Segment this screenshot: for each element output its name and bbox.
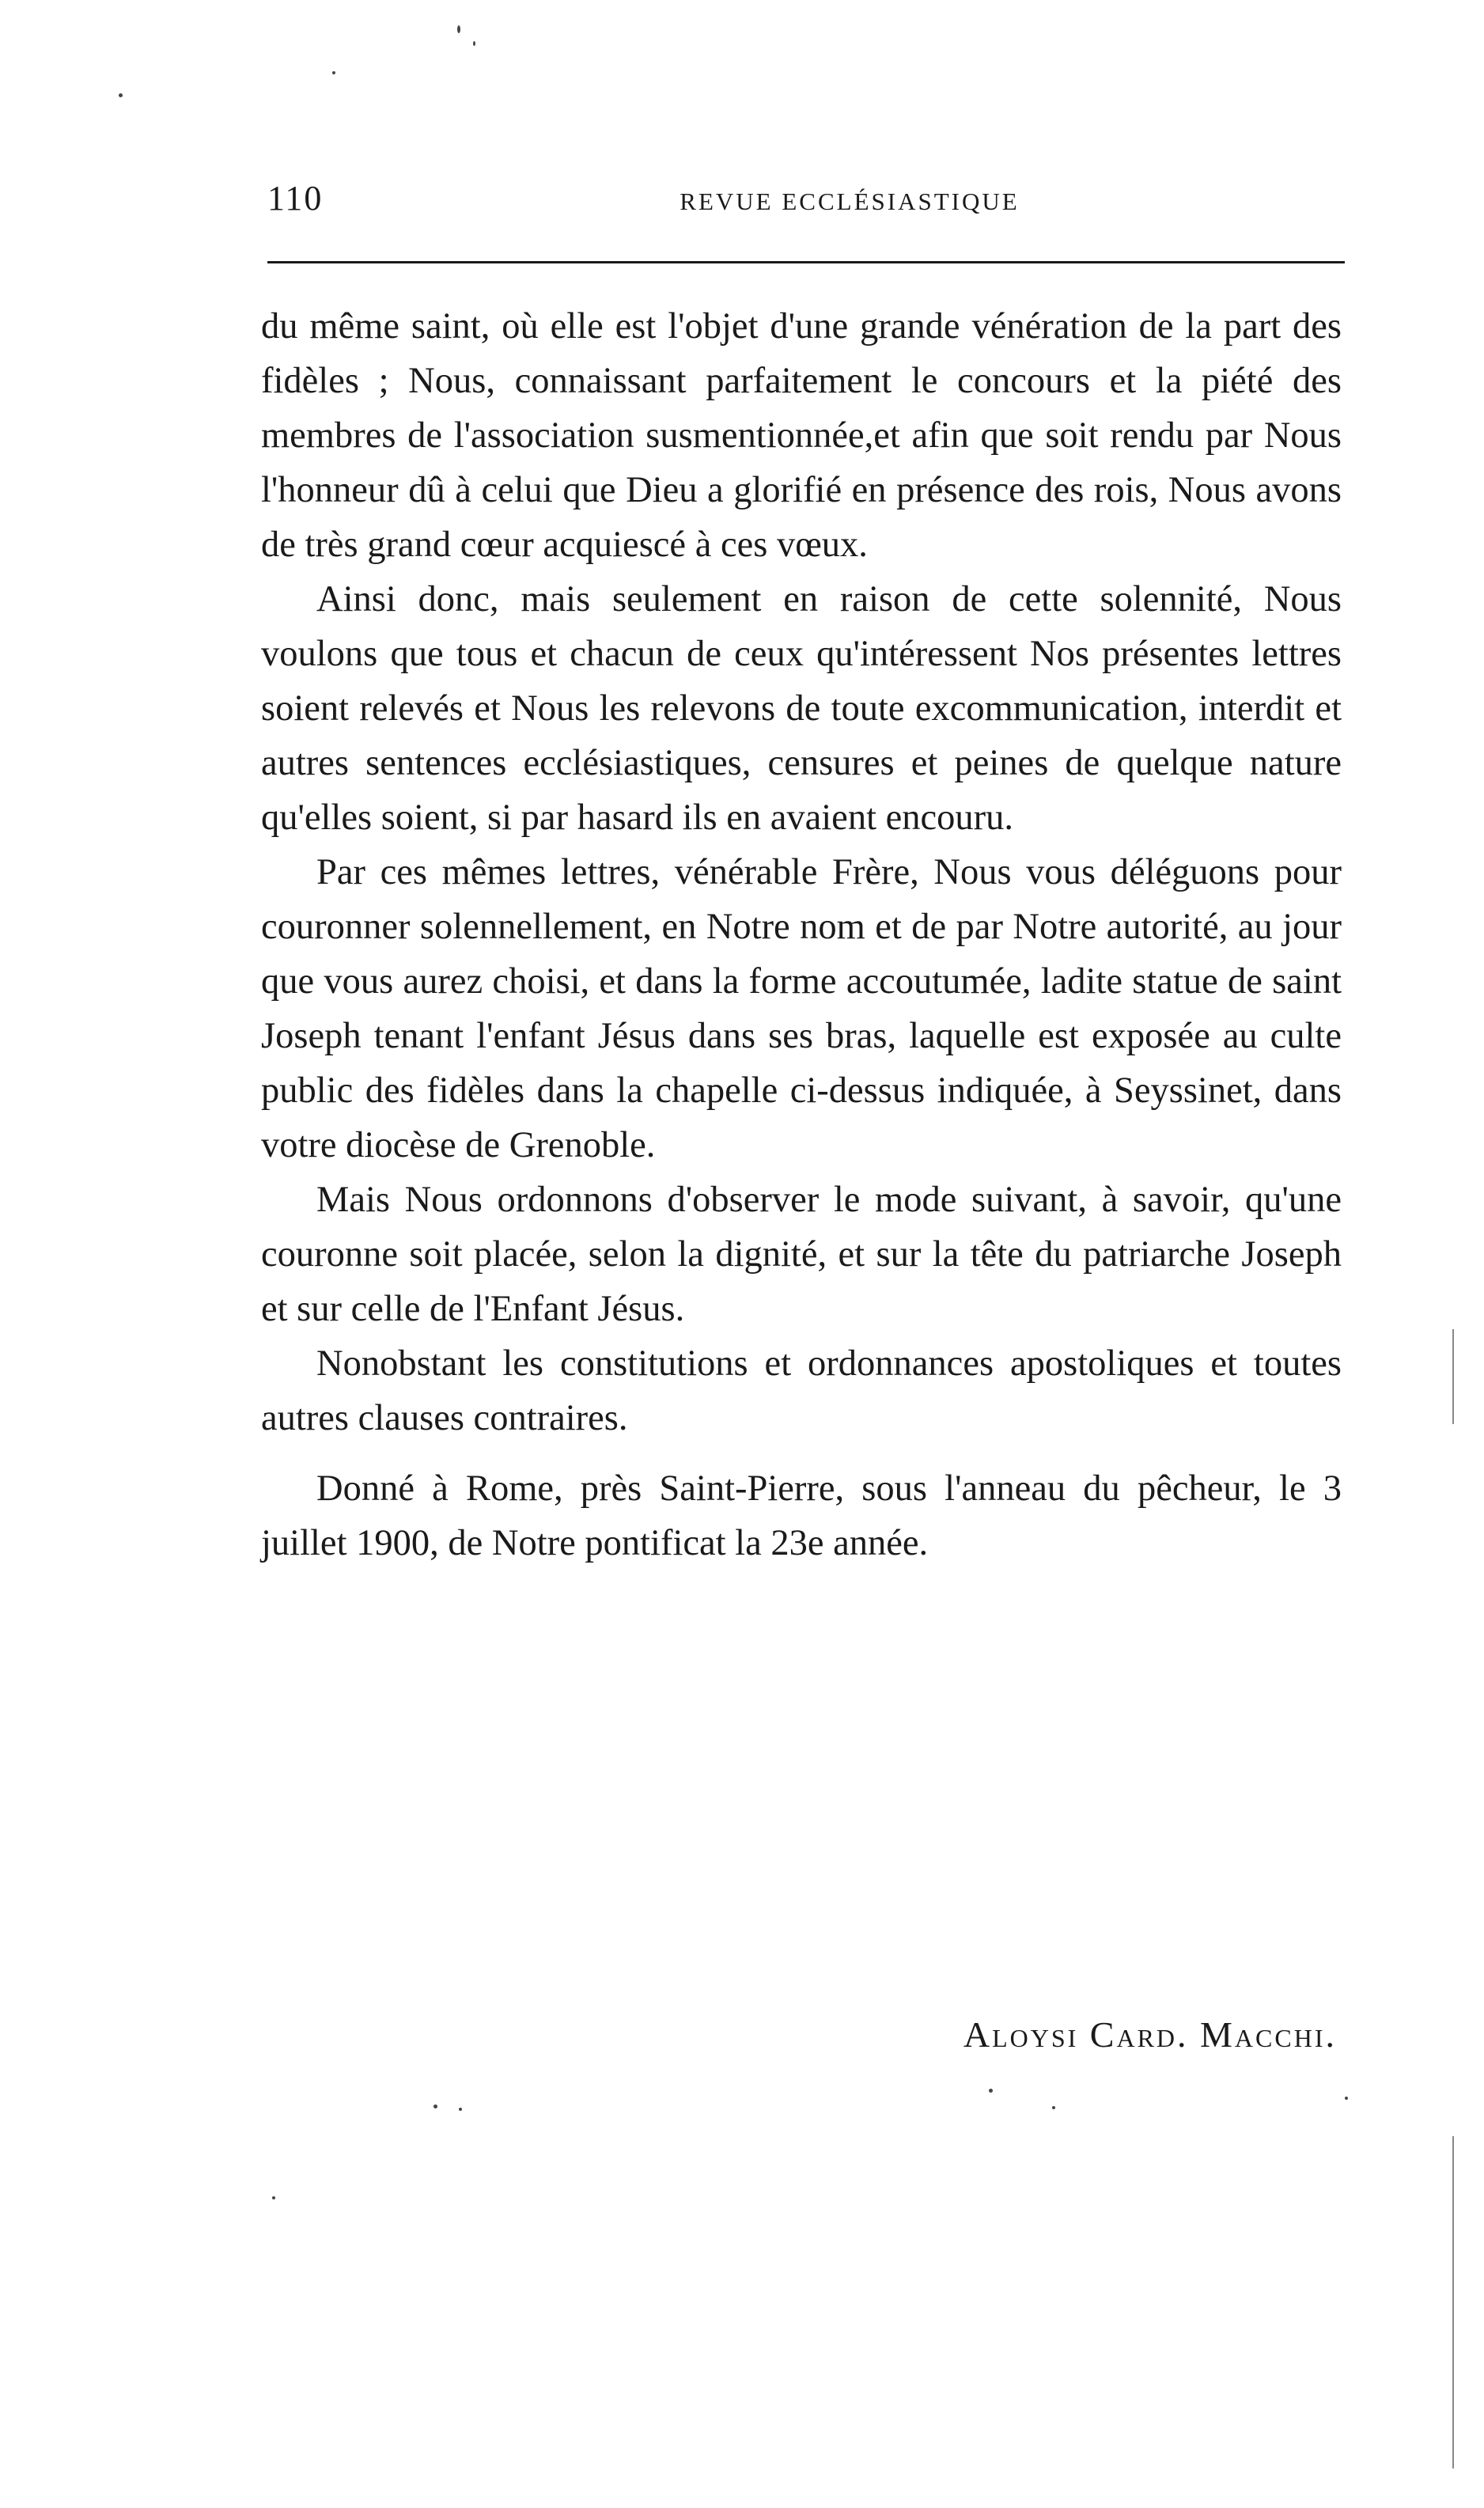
scan-speck <box>459 2108 462 2111</box>
scan-speck <box>433 2105 437 2108</box>
signature: Aloysi Card. Macchi. <box>963 2014 1337 2055</box>
scan-speck <box>457 25 460 33</box>
scan-speck <box>119 93 123 97</box>
scan-speck <box>1052 2106 1055 2109</box>
scan-edge-line <box>1452 1329 1454 1424</box>
scan-speck <box>989 2089 993 2093</box>
paragraph: Par ces mêmes lettres, vénérable Frère, Nous vous déléguons pour couronner solennellement, en Notre nom et de par Notre autorité, au jour que vous aurez choisi, et dans la forme accoutumée, ladite statue de saint Joseph tenant l'enfant Jésus dans ses bras, laquelle est exposée au culte public des fidèles dans la chapelle ci-dessus indiquée, à Seyssinet, dans votre diocèse de Grenoble. <box>261 852 1342 1165</box>
paragraph: Donné à Rome, près Saint-Pierre, sous l'anneau du pêcheur, le 3 juillet 1900, de Notre pontificat la 23e année. <box>261 1468 1342 1563</box>
paragraph: du même saint, où elle est l'objet d'une grande vénération de la part des fidèles ; Nous, connaissant parfaitement le concours et la piété des membres de l'association susmentionnée,et afin que soit rendu par Nous l'honneur dû à celui que Dieu a glorifié en présence des rois, Nous avons de très grand cœur acquiescé à ces vœux. <box>261 306 1342 565</box>
scan-speck <box>332 71 335 74</box>
scan-speck <box>1345 2097 1348 2100</box>
paragraph: Nonobstant les constitutions et ordonnances apostoliques et toutes autres clauses contraires. <box>261 1343 1342 1438</box>
header-rule <box>267 261 1345 263</box>
page-number: 110 <box>267 179 324 218</box>
body-text <box>261 299 1342 1570</box>
scan-edge-line <box>1452 2136 1454 2468</box>
page-header <box>267 178 1345 225</box>
running-head: REVUE ECCLÉSIASTIQUE <box>680 188 1020 215</box>
scan-speck <box>473 41 475 46</box>
paragraph: Mais Nous ordonnons d'observer le mode suivant, à savoir, qu'une couronne soit placée, selon la dignité, et sur la tête du patriarche Joseph et sur celle de l'Enfant Jésus. <box>261 1180 1342 1329</box>
scan-speck <box>272 2196 275 2199</box>
paragraph: Ainsi donc, mais seulement en raison de cette solennité, Nous voulons que tous et chacun de ceux qu'intéressent Nos présentes lettres soient relevés et Nous les relevons de toute excommunication, interdit et autres sentences ecclésiastiques, censures et peines de quelque nature qu'elles soient, si par hasard ils en avaient encouru. <box>261 579 1342 838</box>
